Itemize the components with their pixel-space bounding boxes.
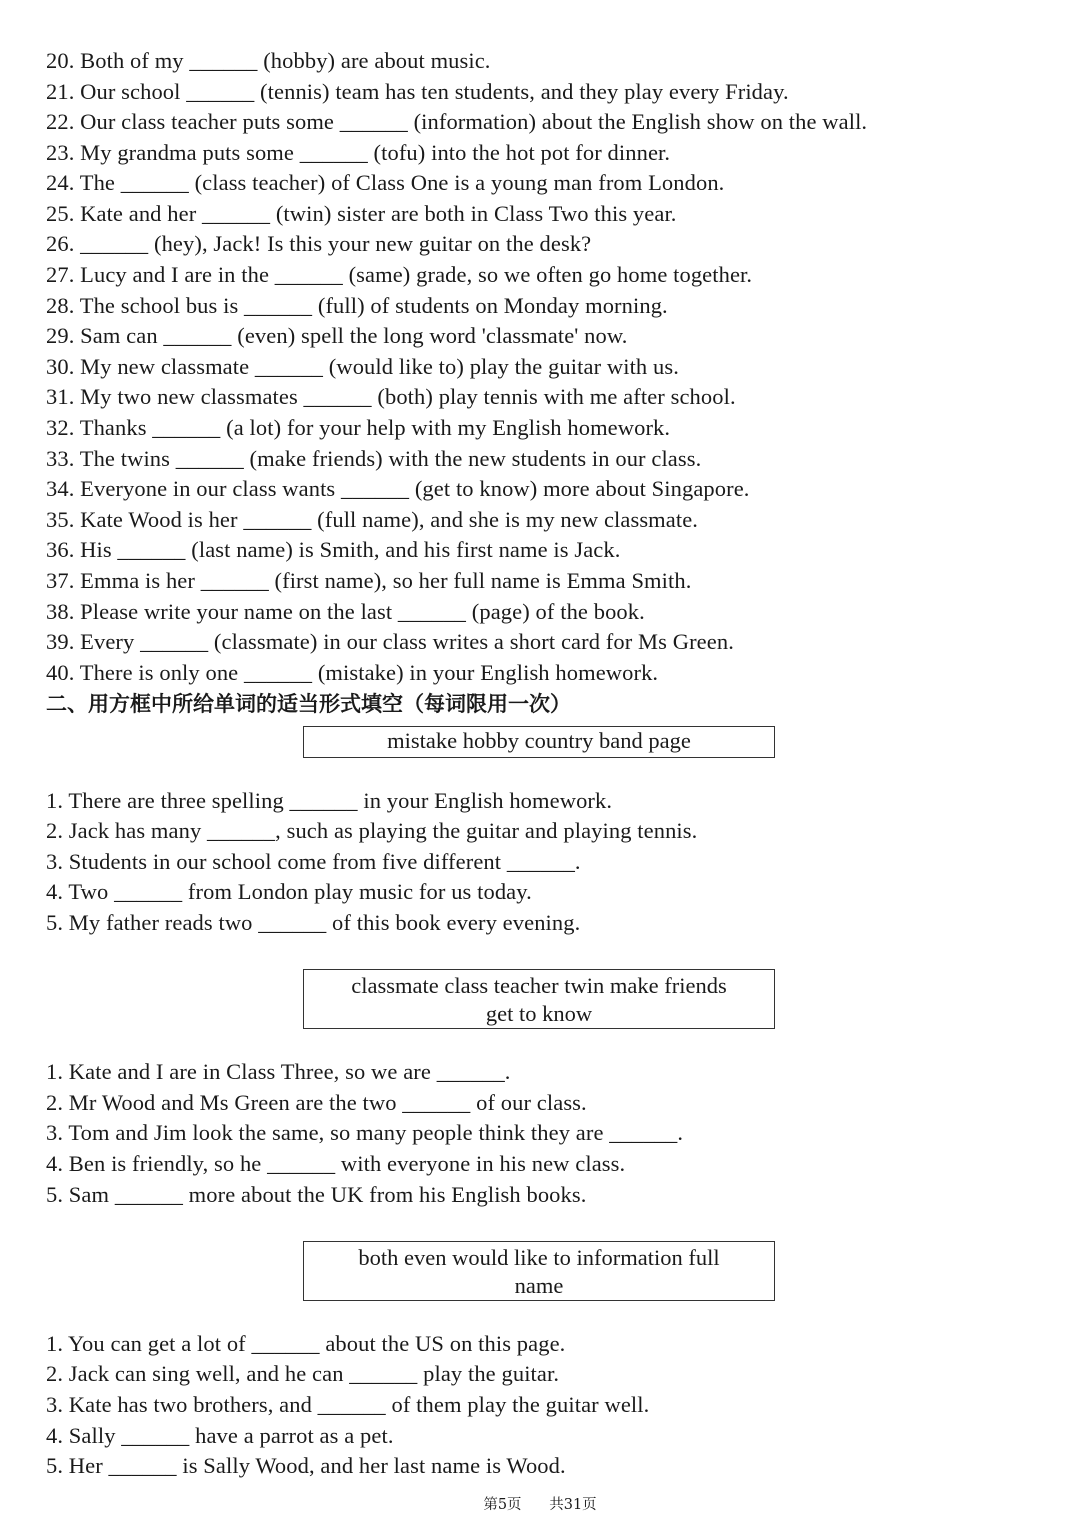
question-21: 21. Our school ______ (tennis) team has ten students, and they play every Friday. — [46, 79, 789, 104]
word-box — [303, 726, 775, 758]
group1-question-2: 2. Jack has many ______, such as playing the guitar and playing tennis. — [46, 818, 698, 843]
word-box-line: mistake hobby country band page — [387, 728, 691, 753]
question-38: 38. Please write your name on the last ______ (page) of the book. — [46, 599, 645, 624]
group1-question-1: 1. There are three spelling ______ in your English homework. — [46, 788, 613, 813]
word-box-line: both even would like to information full — [358, 1245, 720, 1270]
question-35: 35. Kate Wood is her ______ (full name), and she is my new classmate. — [46, 507, 699, 532]
question-37: 37. Emma is her ______ (first name), so her full name is Emma Smith. — [46, 568, 692, 593]
word-box — [303, 969, 775, 1029]
question-25: 25. Kate and her ______ (twin) sister are both in Class Two this year. — [46, 201, 677, 226]
question-20: 20. Both of my ______ (hobby) are about music. — [46, 48, 491, 73]
question-31: 31. My two new classmates ______ (both) play tennis with me after school. — [46, 384, 736, 409]
question-32: 32. Thanks ______ (a lot) for your help with my English homework. — [46, 415, 671, 440]
group1-question-4: 4. Two ______ from London play music for us today. — [46, 879, 532, 904]
group2-question-1: 1. Kate and I are in Class Three, so we are ______. — [46, 1059, 511, 1084]
question-30: 30. My new classmate ______ (would like to) play the guitar with us. — [46, 354, 679, 379]
question-22: 22. Our class teacher puts some ______ (information) about the English show on the wall. — [46, 109, 868, 134]
question-23: 23. My grandma puts some ______ (tofu) into the hot pot for dinner. — [46, 140, 671, 165]
section-heading: 二、用方框中所给单词的适当形式填空（每词限用一次） — [46, 692, 571, 716]
group2-question-3: 3. Tom and Jim look the same, so many people think they are ______. — [46, 1120, 684, 1145]
group3-question-3: 3. Kate has two brothers, and ______ of them play the guitar well. — [46, 1392, 650, 1417]
question-24: 24. The ______ (class teacher) of Class One is a young man from London. — [46, 170, 725, 195]
question-28: 28. The school bus is ______ (full) of students on Monday morning. — [46, 293, 668, 318]
group3-question-5: 5. Her ______ is Sally Wood, and her last name is Wood. — [46, 1453, 566, 1478]
question-40: 40. There is only one ______ (mistake) in your English homework. — [46, 660, 659, 685]
question-34: 34. Everyone in our class wants ______ (get to know) more about Singapore. — [46, 476, 750, 501]
group3-question-2: 2. Jack can sing well, and he can ______ play the guitar. — [46, 1361, 560, 1386]
group2-question-4: 4. Ben is friendly, so he ______ with everyone in his new class. — [46, 1151, 626, 1176]
question-36: 36. His ______ (last name) is Smith, and his first name is Jack. — [46, 537, 621, 562]
question-39: 39. Every ______ (classmate) in our class writes a short card for Ms Green. — [46, 629, 734, 654]
question-33: 33. The twins ______ (make friends) with the new students in our class. — [46, 446, 702, 471]
page-footer — [0, 1493, 1080, 1514]
word-box — [303, 1241, 775, 1301]
question-27: 27. Lucy and I are in the ______ (same) grade, so we often go home together. — [46, 262, 753, 287]
word-box-line: classmate class teacher twin make friends — [351, 973, 727, 998]
group1-question-3: 3. Students in our school come from five different ______. — [46, 849, 581, 874]
group2-question-2: 2. Mr Wood and Ms Green are the two ______ of our class. — [46, 1090, 587, 1115]
group3-question-4: 4. Sally ______ have a parrot as a pet. — [46, 1423, 394, 1448]
page-total: 共31页 — [549, 1497, 597, 1513]
group2-question-5: 5. Sam ______ more about the UK from his English books. — [46, 1182, 587, 1207]
word-box-line: get to know — [485, 1001, 593, 1026]
question-26: 26. ______ (hey), Jack! Is this your new guitar on the desk? — [46, 231, 592, 256]
group3-question-1: 1. You can get a lot of ______ about the US on this page. — [46, 1331, 566, 1356]
page-number: 第5页 — [483, 1497, 522, 1513]
question-29: 29. Sam can ______ (even) spell the long word 'classmate' now. — [46, 323, 628, 348]
word-box-line: name — [514, 1273, 564, 1298]
group1-question-5: 5. My father reads two ______ of this book every evening. — [46, 910, 581, 935]
